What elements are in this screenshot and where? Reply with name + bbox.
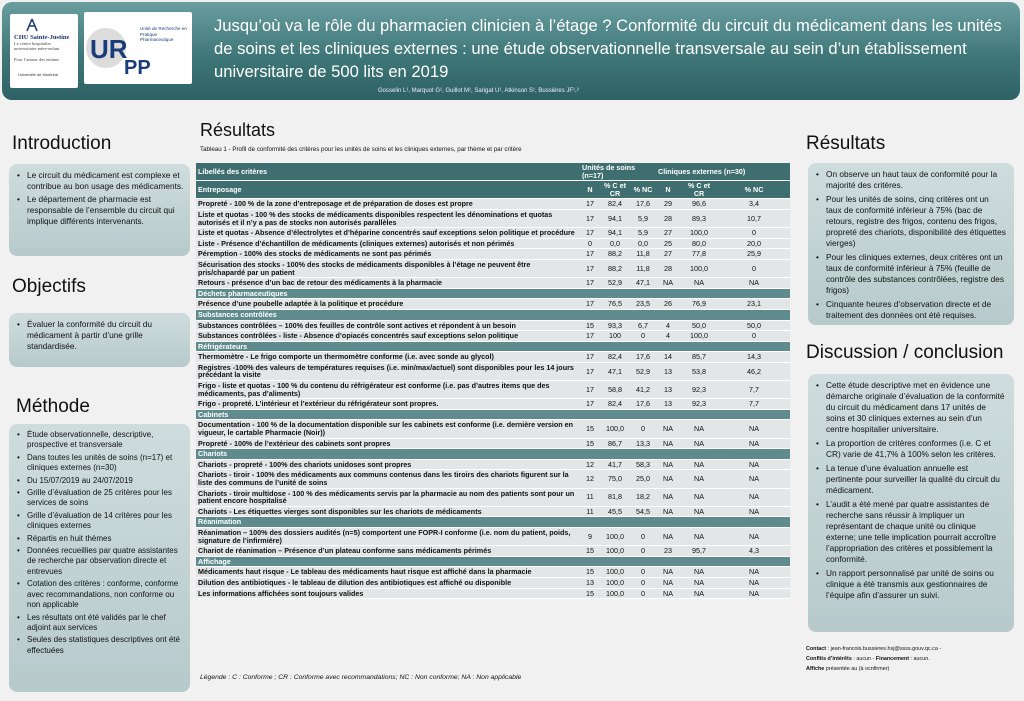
section-name: Déchets pharmaceutiques <box>196 288 580 299</box>
contact-label: Contact <box>806 646 827 652</box>
value-cell: 77,8 <box>680 249 718 260</box>
value-cell: 23,5 <box>630 299 656 310</box>
resultats-right-item: • On observe un haut taux de conformité pour la majorité des critères. <box>816 169 1006 191</box>
table-row <box>196 438 790 449</box>
table-section-row <box>196 449 790 460</box>
value-cell: 15 <box>580 320 600 331</box>
value-cell: NA <box>656 506 680 517</box>
value-cell: NA <box>656 588 680 599</box>
value-cell: 15 <box>580 567 600 578</box>
methode-item: • Les résultats ont été validés par le chef adjoint aux services <box>17 613 184 634</box>
introduction-item: • Le département de pharmacie est responsable de l’ensemble du circuit qui implique différents intervenants. <box>17 194 184 227</box>
value-cell: 26 <box>656 299 680 310</box>
chu-logo-name: CHU Sainte-Justine <box>14 34 70 41</box>
value-cell: NA <box>718 567 790 578</box>
value-cell: 0 <box>630 546 656 557</box>
value-cell: NA <box>656 488 680 506</box>
value-cell: 0 <box>580 238 600 249</box>
value-cell: NA <box>718 506 790 517</box>
urpp-logo-graphic-icon <box>84 12 192 84</box>
value-cell: NA <box>656 470 680 488</box>
table-row <box>196 320 790 331</box>
value-cell: 96,6 <box>680 199 718 210</box>
criterion-cell: Liste - Présence d’échantillon de médicaments (cliniques externes) autorisés et non périmés <box>196 238 580 249</box>
value-cell: 17 <box>580 352 600 363</box>
value-cell: 17 <box>580 228 600 239</box>
discussion-item: • La proportion de critères conformes (i.e. C et CR) varie de 41,7% à 100% selon les critères. <box>816 438 1006 460</box>
table-header-row <box>196 163 790 181</box>
section-fill <box>580 449 790 460</box>
value-cell: 11 <box>580 488 600 506</box>
value-cell: 13,3 <box>630 438 656 449</box>
col-us-header: Unités de soins (n=17) <box>580 163 656 181</box>
value-cell: 92,3 <box>680 381 718 399</box>
table-row <box>196 470 790 488</box>
value-cell: 28 <box>656 209 680 227</box>
value-cell: 95,7 <box>680 546 718 557</box>
conflits-value: : aucun - <box>851 656 876 662</box>
value-cell: 0 <box>718 331 790 342</box>
chu-logo-mark-icon <box>24 18 40 32</box>
value-cell: 17 <box>580 249 600 260</box>
value-cell: 27 <box>656 228 680 239</box>
value-cell: NA <box>718 459 790 470</box>
resultats-heading: Résultats <box>200 120 276 140</box>
criterion-cell: Chariots - tiroir - 100% des médicaments aux communs contenus dans les tiroirs des chariots figurent sur la liste des communs de l’unité de soins <box>196 470 580 488</box>
value-cell: 17,6 <box>630 399 656 410</box>
value-cell: 14,3 <box>718 352 790 363</box>
resultats-right-panel <box>808 163 1014 325</box>
value-cell: NA <box>680 470 718 488</box>
criterion-cell: Thermomètre - Le frigo comporte un thermomètre conforme (i.e. avec sonde au glycol) <box>196 352 580 363</box>
table-row <box>196 577 790 588</box>
sub-header-cell: % NC <box>630 181 656 199</box>
value-cell: 12 <box>580 459 600 470</box>
value-cell: 41,7 <box>600 459 630 470</box>
criterion-cell: Chariots - tiroir multidose - 100 % des médicaments servis par la pharmacie au nom des patients sont pour un patient encore hospitalisé <box>196 488 580 506</box>
value-cell: NA <box>656 459 680 470</box>
table-section-row <box>196 341 790 352</box>
value-cell: 100,0 <box>600 588 630 599</box>
value-cell: NA <box>656 438 680 449</box>
value-cell: 7,7 <box>718 399 790 410</box>
results-table <box>196 163 790 599</box>
value-cell: NA <box>680 527 718 545</box>
table-row <box>196 399 790 410</box>
table-row <box>196 588 790 599</box>
objectifs-item: • Évaluer la conformité du circuit du médicament à partir d’une grille standardisée. <box>17 319 184 352</box>
resultats-right-item: • Pour les unités de soins, cinq critères ont un taux de conformité inférieur à 75% (bac de retours, registre des frigos, contenu des frigos, propreté des chariots, disponibilité des étiquettes vierges) <box>816 194 1006 249</box>
section-name: Cabinets <box>196 409 580 420</box>
table-row <box>196 381 790 399</box>
criterion-cell: Péremption - 100% des stocks de médicaments ne sont pas périmés <box>196 249 580 260</box>
section-name: Chariots <box>196 449 580 460</box>
value-cell: 0 <box>630 527 656 545</box>
value-cell: 10,7 <box>718 209 790 227</box>
value-cell: 12 <box>580 470 600 488</box>
table-row <box>196 546 790 557</box>
value-cell: 0 <box>630 331 656 342</box>
criterion-cell: Liste et quotas - Absence d’électrolytes et d’héparine concentrés sauf exceptions selon politique et procédure <box>196 228 580 239</box>
sub-header-cell: N <box>580 181 600 199</box>
section-fill <box>580 288 790 299</box>
table-section-row <box>196 409 790 420</box>
value-cell: 88,2 <box>600 259 630 277</box>
section-name: Réanimation <box>196 517 580 528</box>
table-row <box>196 331 790 342</box>
section-fill <box>580 556 790 567</box>
table-row <box>196 459 790 470</box>
value-cell: 88,2 <box>600 249 630 260</box>
value-cell: 15 <box>580 546 600 557</box>
contact-block <box>806 644 1016 674</box>
value-cell: 11,8 <box>630 259 656 277</box>
section-name: Entreposage <box>196 181 580 199</box>
value-cell: 17 <box>580 399 600 410</box>
value-cell: 4 <box>656 320 680 331</box>
value-cell: 25 <box>656 238 680 249</box>
value-cell: NA <box>718 420 790 438</box>
value-cell: 100,0 <box>680 259 718 277</box>
discussion-item: • La tenue d’une évaluation annuelle est pertinente pour surveiller la qualité du circuit du médicament. <box>816 463 1006 496</box>
section-name: Substances contrôlées <box>196 309 580 320</box>
table-row <box>196 567 790 578</box>
value-cell: NA <box>656 577 680 588</box>
methode-item: • Dans toutes les unités de soins (n=17) et cliniques externes (n=30) <box>17 453 184 474</box>
value-cell: 17 <box>580 381 600 399</box>
value-cell: 92,3 <box>680 399 718 410</box>
value-cell: 0,0 <box>600 238 630 249</box>
value-cell: 5,9 <box>630 209 656 227</box>
value-cell: 17 <box>580 278 600 289</box>
resultats-right-heading: Résultats <box>806 133 886 154</box>
value-cell: 53,8 <box>680 362 718 380</box>
affiche-value: présentée au (à ocnfirmer) <box>824 666 890 672</box>
section-fill <box>580 409 790 420</box>
value-cell: 100,0 <box>680 331 718 342</box>
resultats-right-item: • Pour les cliniques externes, deux critères ont un taux de conformité inférieur à 75% (feuille de contrôle des substances contrôlées, registre des frigos) <box>816 252 1006 296</box>
value-cell: 100,0 <box>600 527 630 545</box>
value-cell: 54,5 <box>630 506 656 517</box>
table-section-row <box>196 181 790 199</box>
table-row <box>196 352 790 363</box>
value-cell: NA <box>656 527 680 545</box>
section-fill <box>580 341 790 352</box>
value-cell: 89,3 <box>680 209 718 227</box>
value-cell: 17 <box>580 259 600 277</box>
value-cell: 41,2 <box>630 381 656 399</box>
section-name: Affichage <box>196 556 580 567</box>
conflits-label: Conflits d’intérêts <box>806 656 852 662</box>
value-cell: 76,9 <box>680 299 718 310</box>
value-cell: 17,6 <box>630 352 656 363</box>
table-row <box>196 278 790 289</box>
criterion-cell: Propreté - 100 % de la zone d’entreposage et de préparation de doses est propre <box>196 199 580 210</box>
value-cell: 93,3 <box>600 320 630 331</box>
table-row <box>196 362 790 380</box>
methode-item: • Grille d’évaluation de 25 critères pour les services de soins <box>17 488 184 509</box>
value-cell: 29 <box>656 199 680 210</box>
discussion-item: • Cette étude descriptive met en évidence une démarche originale d’évaluation de la conformité du circuit du médicament dans 17 unités de soins et 30 cliniques externes au sein d’un centre hospitalier universitaire. <box>816 380 1006 435</box>
value-cell: 25,0 <box>630 470 656 488</box>
urpp-logo <box>84 12 192 84</box>
value-cell: 17,6 <box>630 199 656 210</box>
table-row <box>196 199 790 210</box>
table-row <box>196 259 790 277</box>
value-cell: 0,0 <box>630 238 656 249</box>
value-cell: 9 <box>580 527 600 545</box>
value-cell: 14 <box>656 352 680 363</box>
value-cell: NA <box>718 470 790 488</box>
udem-logo: Université de Montréal <box>18 72 59 77</box>
value-cell: 17 <box>580 299 600 310</box>
value-cell: 47,1 <box>630 278 656 289</box>
criterion-cell: Propreté - 100% de l’extérieur des cabinets sont propres <box>196 438 580 449</box>
value-cell: 27 <box>656 249 680 260</box>
value-cell: 7,7 <box>718 381 790 399</box>
value-cell: 13 <box>656 381 680 399</box>
table-row <box>196 238 790 249</box>
criterion-cell: Substances contrôlées - liste - Absence d’opiacés concentrés sauf exceptions selon politique <box>196 331 580 342</box>
criterion-cell: Frigo - propreté. L’intérieur et l’extérieur du réfrigérateur sont propres. <box>196 399 580 410</box>
criterion-cell: Les informations affichées sont toujours valides <box>196 588 580 599</box>
value-cell: 13 <box>656 362 680 380</box>
chu-logo <box>10 14 78 88</box>
value-cell: NA <box>680 506 718 517</box>
value-cell: 86,7 <box>600 438 630 449</box>
methode-item: • Du 15/07/2019 au 24/07/2019 <box>17 476 184 486</box>
table-row <box>196 506 790 517</box>
table-row <box>196 228 790 239</box>
criterion-cell: Chariots - Les étiquettes vierges sont disponibles sur les chariots de médicaments <box>196 506 580 517</box>
value-cell: 100,0 <box>600 567 630 578</box>
value-cell: 0 <box>630 420 656 438</box>
value-cell: 94,1 <box>600 209 630 227</box>
criterion-cell: Médicaments haut risque - Le tableau des médicaments haut risque est affiché dans la pharmacie <box>196 567 580 578</box>
table-row <box>196 299 790 310</box>
value-cell: 0 <box>718 259 790 277</box>
table-row <box>196 420 790 438</box>
value-cell: 58,3 <box>630 459 656 470</box>
value-cell: 82,4 <box>600 399 630 410</box>
criterion-cell: Sécurisation des stocks - 100% des stocks de médicaments disponibles à l’étage ne peuvent être pris/chapardé par un patient <box>196 259 580 277</box>
table-section-row <box>196 556 790 567</box>
sub-header-cell: N <box>656 181 680 199</box>
criterion-cell: Réanimation – 100% des dossiers audités (n=5) comportent une FOPR-I conforme (i.e. nom du patient, poids, signature de l’infirmière) <box>196 527 580 545</box>
value-cell: 94,1 <box>600 228 630 239</box>
value-cell: 11,8 <box>630 249 656 260</box>
value-cell: 75,0 <box>600 470 630 488</box>
value-cell: NA <box>680 459 718 470</box>
value-cell: NA <box>718 488 790 506</box>
table-section-row <box>196 517 790 528</box>
discussion-item: • Un rapport personnalisé par unité de soins ou clinique a été transmis aux gestionnaires de l’équipe afin d’assurer un suivi. <box>816 568 1006 601</box>
col-libelles-header: Libellés des critères <box>196 163 580 181</box>
financement-label: Financement <box>875 656 910 662</box>
value-cell: NA <box>718 527 790 545</box>
value-cell: 50,0 <box>680 320 718 331</box>
value-cell: NA <box>680 567 718 578</box>
value-cell: 15 <box>580 438 600 449</box>
value-cell: NA <box>680 420 718 438</box>
value-cell: 18,2 <box>630 488 656 506</box>
value-cell: 28 <box>656 259 680 277</box>
value-cell: 100,0 <box>680 228 718 239</box>
affiche-label: Affiche <box>806 666 825 672</box>
methode-item: • Seules des statistiques descriptives ont été effectuées <box>17 635 184 656</box>
value-cell: 52,9 <box>600 278 630 289</box>
value-cell: 0 <box>630 577 656 588</box>
methode-item: • Données recueillies par quatre assistantes de recherche par observation directe et entrevues <box>17 546 184 577</box>
section-fill <box>580 309 790 320</box>
value-cell: 4,3 <box>718 546 790 557</box>
criterion-cell: Documentation - 100 % de la documentation disponible sur les cabinets est conforme (i.e. dernière version en vigueur, le cartable Pharmacie (Noir)) <box>196 420 580 438</box>
value-cell: 58,8 <box>600 381 630 399</box>
value-cell: 3,4 <box>718 199 790 210</box>
table-row <box>196 488 790 506</box>
urpp-pp-text: PP <box>124 57 151 79</box>
value-cell: 81,8 <box>600 488 630 506</box>
introduction-heading: Introduction <box>12 133 112 154</box>
header-banner <box>2 2 1020 100</box>
methode-item: • Grille d’évaluation de 14 critères pour les cliniques externes <box>17 511 184 532</box>
methode-heading: Méthode <box>16 396 90 417</box>
value-cell: 52,9 <box>630 362 656 380</box>
value-cell: NA <box>656 420 680 438</box>
value-cell: 50,0 <box>718 320 790 331</box>
value-cell: 47,1 <box>600 362 630 380</box>
criterion-cell: Registres -100% des valeurs de températures requises (i.e. min/max/actuel) sont disponibles pour les 14 jours précédant la visite <box>196 362 580 380</box>
value-cell: 15 <box>580 588 600 599</box>
methode-panel <box>9 424 190 692</box>
table-legend: Légende : C : Conforme ; CR : Conforme avec recommandations; NC : Non conforme; NA : Non applicable <box>200 674 522 681</box>
methode-item: • Répartis en huit thèmes <box>17 534 184 544</box>
value-cell: NA <box>680 577 718 588</box>
poster-title: Jusqu’où va le rôle du pharmacien clinicien à l’étage ? Conformité du circuit du médicament dans les unités de soins et les cliniques externes : une étude observationnelle transversale au sein d’un établissement universitaire de 500 lits en 2019 <box>214 16 1002 81</box>
sub-header-cell: % NC <box>718 181 790 199</box>
sub-header-cell: % C et CR <box>680 181 718 199</box>
value-cell: 80,0 <box>680 238 718 249</box>
resultats-right-item: • Cinquante heures d’observation directe et de traitement des données ont été requises. <box>816 299 1006 321</box>
value-cell: 23,1 <box>718 299 790 310</box>
value-cell: 82,4 <box>600 199 630 210</box>
value-cell: 6,7 <box>630 320 656 331</box>
value-cell: NA <box>718 278 790 289</box>
value-cell: 23 <box>656 546 680 557</box>
value-cell: 0 <box>630 567 656 578</box>
value-cell: 20,0 <box>718 238 790 249</box>
criterion-cell: Chariot de réanimation – Présence d’un plateau conforme sans médicaments périmés <box>196 546 580 557</box>
table-section-row <box>196 288 790 299</box>
value-cell: NA <box>656 567 680 578</box>
urpp-u-text: UR <box>90 34 128 64</box>
section-name: Réfrigérateurs <box>196 341 580 352</box>
value-cell: 5,9 <box>630 228 656 239</box>
value-cell: NA <box>656 278 680 289</box>
criterion-cell: Retours - présence d’un bac de retour des médicaments à la pharmacie <box>196 278 580 289</box>
value-cell: NA <box>680 488 718 506</box>
urpp-logo-text: Unité de Recherche en Pratique Pharmaceutique <box>140 26 187 42</box>
section-fill <box>580 517 790 528</box>
discussion-item: • L’audit a été mené par quatre assistantes de recherche sans réussir à impliquer un représentant de chaque unité ou clinique externe; une telle implication pourrait accroître l’appropriation des critères et possiblement la conformité. <box>816 499 1006 565</box>
value-cell: 100 <box>600 331 630 342</box>
sub-header-cell: % C et CR <box>600 181 630 199</box>
methode-item: • Cotation des critères : conforme, conforme avec recommandations, non conforme ou non applicable <box>17 579 184 610</box>
value-cell: 25,9 <box>718 249 790 260</box>
value-cell: NA <box>680 278 718 289</box>
value-cell: 100,0 <box>600 577 630 588</box>
criterion-cell: Dilution des antibiotiques - le tableau de dilution des antibiotiques est affiché ou disponible <box>196 577 580 588</box>
value-cell: 76,5 <box>600 299 630 310</box>
contact-email[interactable]: : jean-francois.bussieres.hsj@ssss.gouv.qc.ca - <box>826 646 942 652</box>
value-cell: 17 <box>580 331 600 342</box>
table-row <box>196 209 790 227</box>
value-cell: 13 <box>656 399 680 410</box>
introduction-item: • Le circuit du médicament est complexe et contribue au bon usage des médicaments. <box>17 170 184 192</box>
poster-authors: Gosselin L¹, Marquot G¹, Guillot M¹, Sarigat U¹, Atkinson S¹, Bussières JF¹,² <box>378 88 579 94</box>
criterion-cell: Présence d’une poubelle adaptée à la politique et procédure <box>196 299 580 310</box>
value-cell: NA <box>680 438 718 449</box>
value-cell: 100,0 <box>600 420 630 438</box>
criterion-cell: Liste et quotas - 100 % des stocks de médicaments disponibles respectent les dénominations et quotas autorisés et il n’y a pas de stocks non autorisés parallèles <box>196 209 580 227</box>
value-cell: NA <box>718 588 790 599</box>
col-ce-header: Cliniques externes (n=30) <box>656 163 790 181</box>
objectifs-heading: Objectifs <box>12 276 86 297</box>
value-cell: 17 <box>580 362 600 380</box>
value-cell: NA <box>680 588 718 599</box>
objectifs-panel <box>9 313 190 367</box>
value-cell: 0 <box>718 228 790 239</box>
value-cell: 82,4 <box>600 352 630 363</box>
value-cell: NA <box>718 577 790 588</box>
table-row <box>196 249 790 260</box>
criterion-cell: Substances contrôlées – 100% des feuilles de contrôle sont actives et répondent à un besoin <box>196 320 580 331</box>
criterion-cell: Chariots - propreté - 100% des chariots unidoses sont propres <box>196 459 580 470</box>
introduction-panel <box>9 164 190 256</box>
discussion-heading: Discussion / conclusion <box>806 342 1004 363</box>
value-cell: 0 <box>630 588 656 599</box>
financement-value: : aucun. <box>909 656 930 662</box>
value-cell: 85,7 <box>680 352 718 363</box>
table-section-row <box>196 309 790 320</box>
value-cell: 13 <box>580 577 600 588</box>
value-cell: 11 <box>580 506 600 517</box>
discussion-panel <box>808 374 1014 632</box>
methode-item: • Étude observationnelle, descriptive, prospective et transversale <box>17 430 184 451</box>
value-cell: 17 <box>580 209 600 227</box>
table-row <box>196 527 790 545</box>
criterion-cell: Frigo - liste et quotas - 100 % du contenu du réfrigérateur est conforme (i.e. pas d’autres items que des médicaments, pas d’aliments) <box>196 381 580 399</box>
value-cell: 15 <box>580 420 600 438</box>
value-cell: 100,0 <box>600 546 630 557</box>
value-cell: 45,5 <box>600 506 630 517</box>
table-caption: Tableau 1 - Profil de conformité des critères pour les unités de soins et les cliniques externes, par thème et par critère <box>200 146 522 153</box>
value-cell: 4 <box>656 331 680 342</box>
value-cell: 17 <box>580 199 600 210</box>
value-cell: 46,2 <box>718 362 790 380</box>
value-cell: NA <box>718 438 790 449</box>
chu-logo-sub: Le centre hospitalier universitaire mère-enfant Pour l’amour des enfants <box>14 41 60 62</box>
